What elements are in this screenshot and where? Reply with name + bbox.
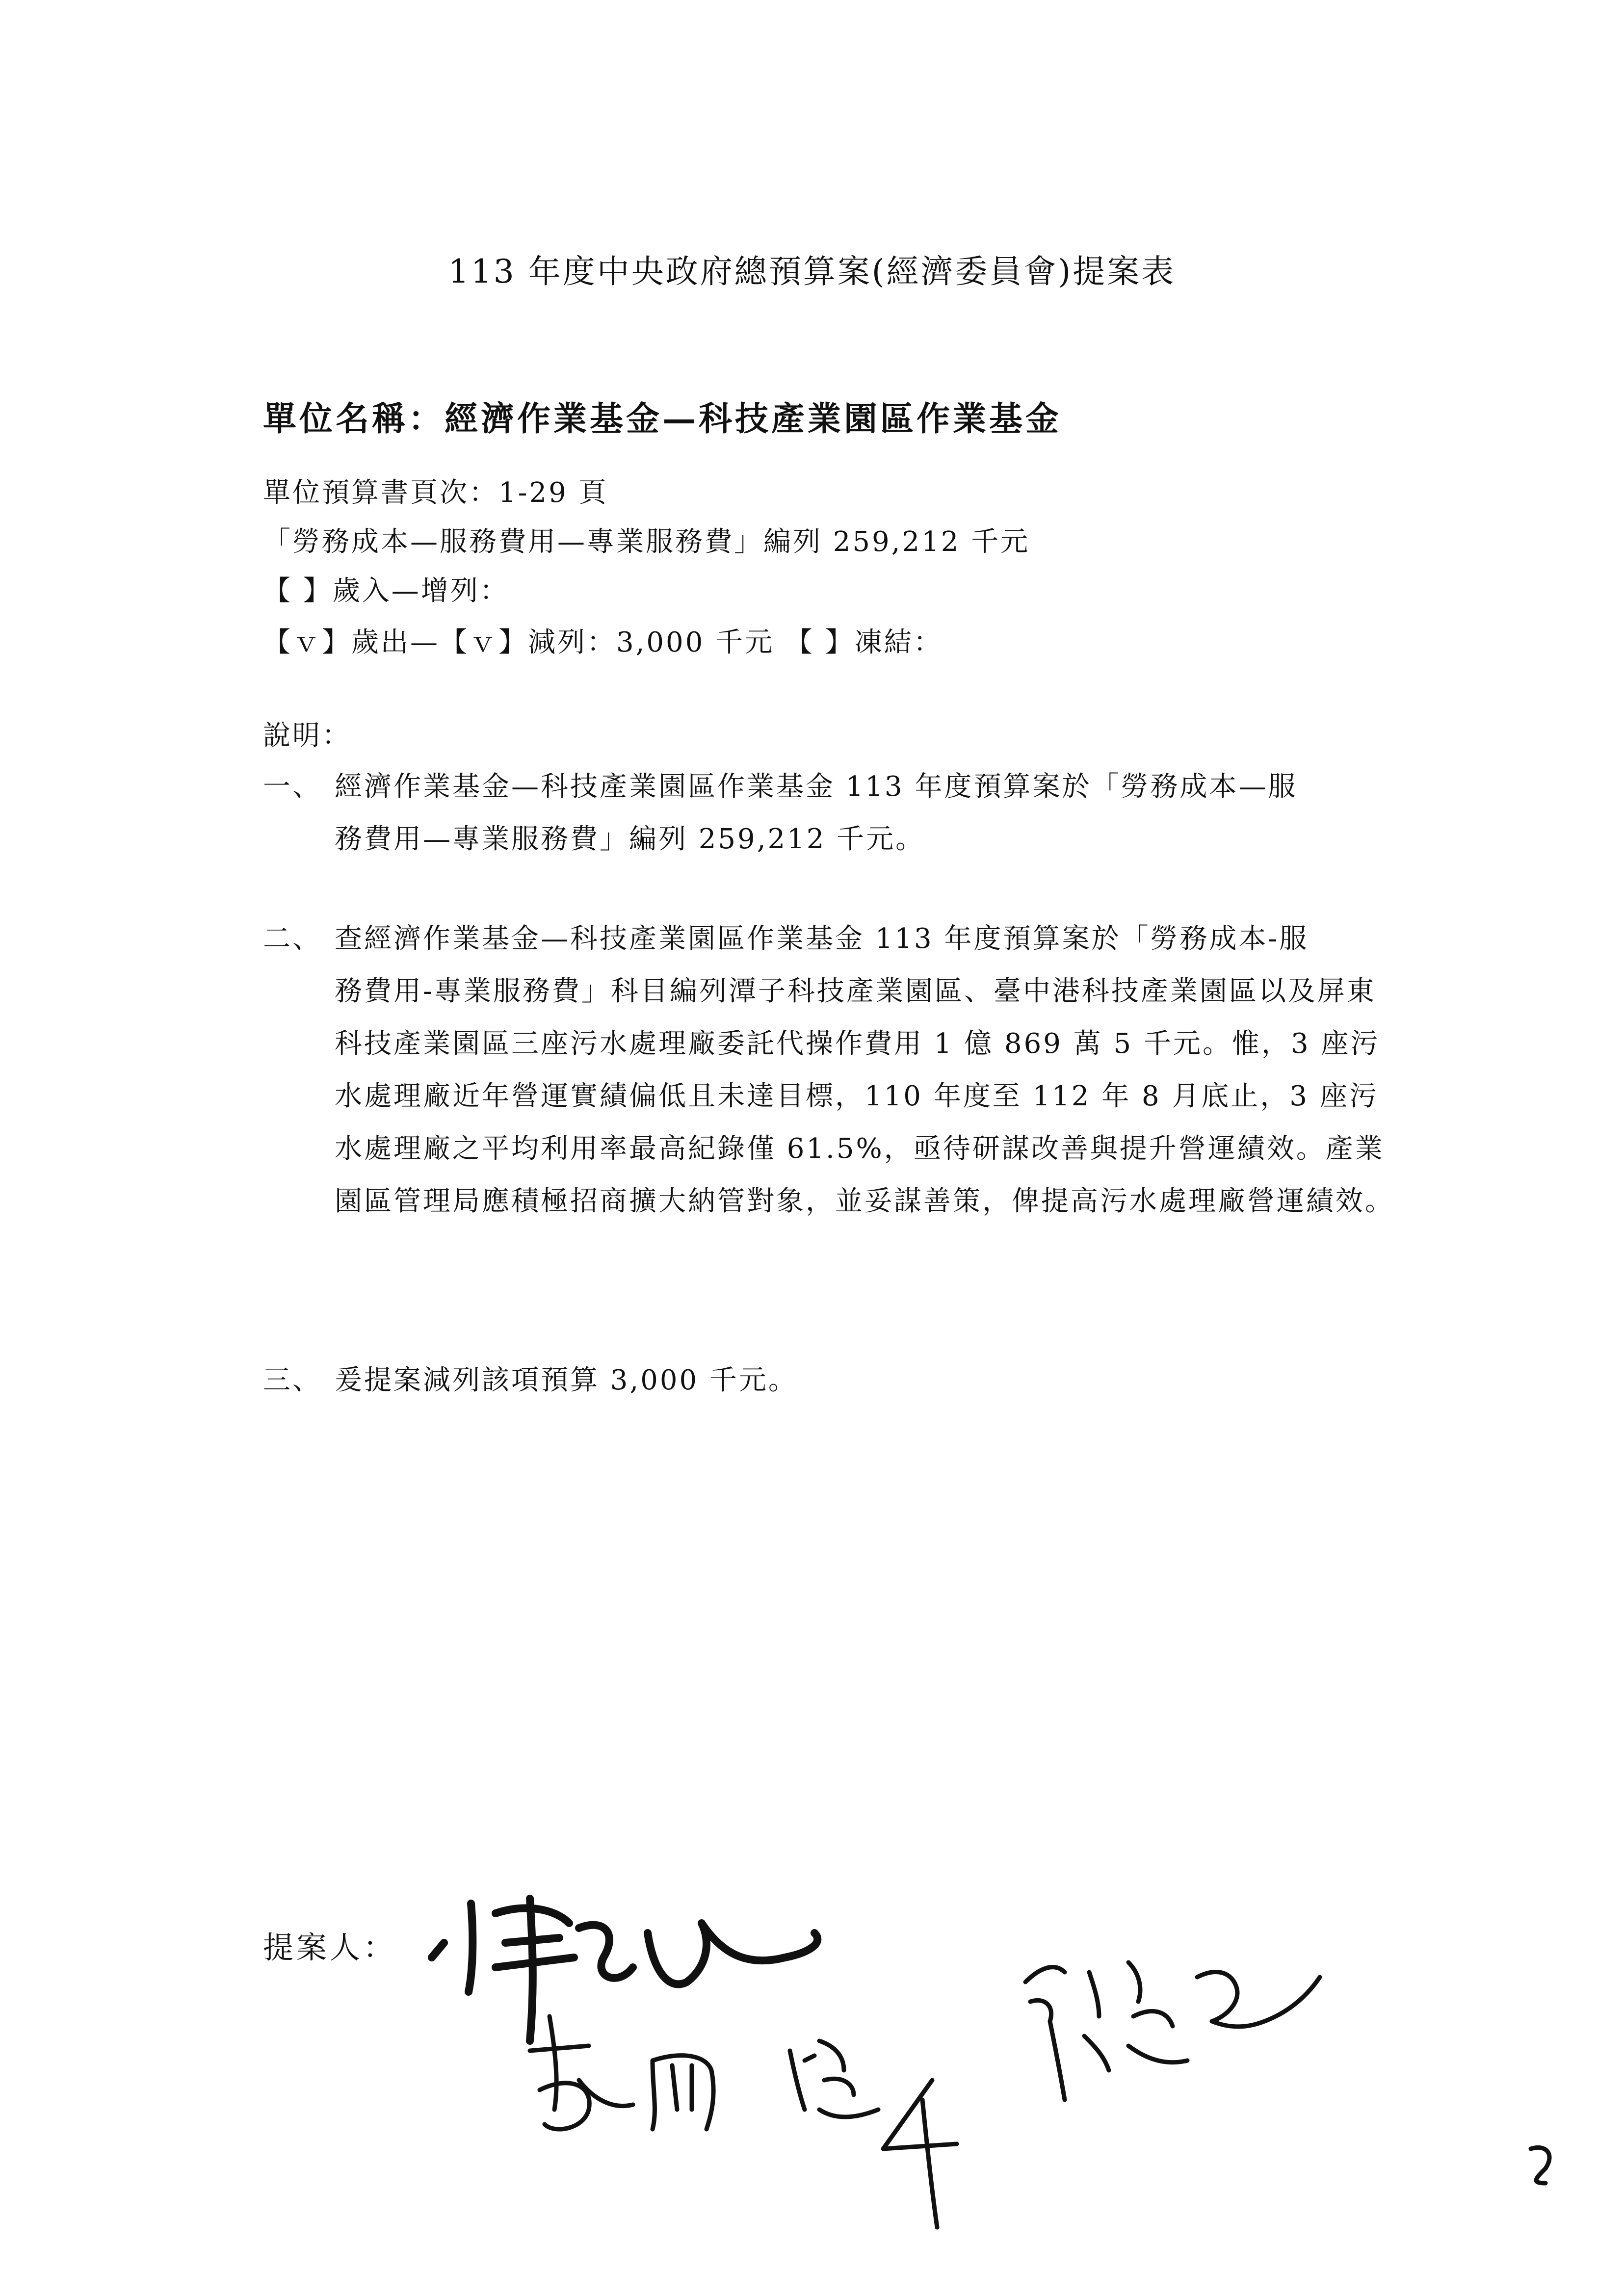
item-number: 一、: [263, 771, 322, 803]
item-text-rest: 務費用—專業服務費」編列 259,212 千元。: [335, 823, 925, 855]
document-title: 113 年度中央政府總預算案(經濟委員會)提案表: [448, 253, 1176, 290]
expenditure-line: 【ｖ】歲出—【ｖ】減列：3,000 千元 【 】凍結：: [263, 626, 943, 658]
item-text-rest: 務費用-專業服務費」科目編列潭子科技產業園區、臺中港科技產業園區以及屏東科技產業園區三座污水處理廠委託代操作費用 1 億 869 萬 5 千元。惟，3 座污水處理廠近年營運實績偏低且未達目標，110 年度至 112 年 8 月底止，3 座污水處理廠之平均利用率最高紀錄僅 61.5%，亟待研謀改善與提升營運績效。產業園區管理局應積極招商擴大納管對象，並妥謀善策，俾提高污水處理廠營運績效。: [335, 975, 1394, 1217]
item-number: 三、: [263, 1364, 322, 1396]
signature-3: [1025, 1962, 1549, 2183]
signature-2: [530, 2016, 957, 2227]
unit-name: 單位名稱：經濟作業基金—科技產業園區作業基金: [263, 399, 1062, 439]
item-number: 二、: [263, 923, 322, 955]
signature-1: [432, 1899, 817, 2041]
proposer-label: 提案人：: [263, 1930, 397, 1965]
revenue-line: 【 】歲入—增列：: [263, 575, 509, 607]
item-text-line1: 查經濟作業基金—科技產業園區作業基金 113 年度預算案於「勞務成本-服: [335, 923, 1309, 955]
explanation-heading: 說明：: [263, 720, 351, 752]
item-text-line1: 經濟作業基金—科技產業園區作業基金 113 年度預算案於「勞務成本—服: [335, 771, 1298, 803]
budget-page-ref: 單位預算書頁次：1-29 頁: [263, 477, 608, 509]
budget-item: 「勞務成本—服務費用—專業服務費」編列 259,212 千元: [263, 526, 1030, 558]
item-text: 爰提案減列該項預算 3,000 千元。: [335, 1364, 798, 1396]
